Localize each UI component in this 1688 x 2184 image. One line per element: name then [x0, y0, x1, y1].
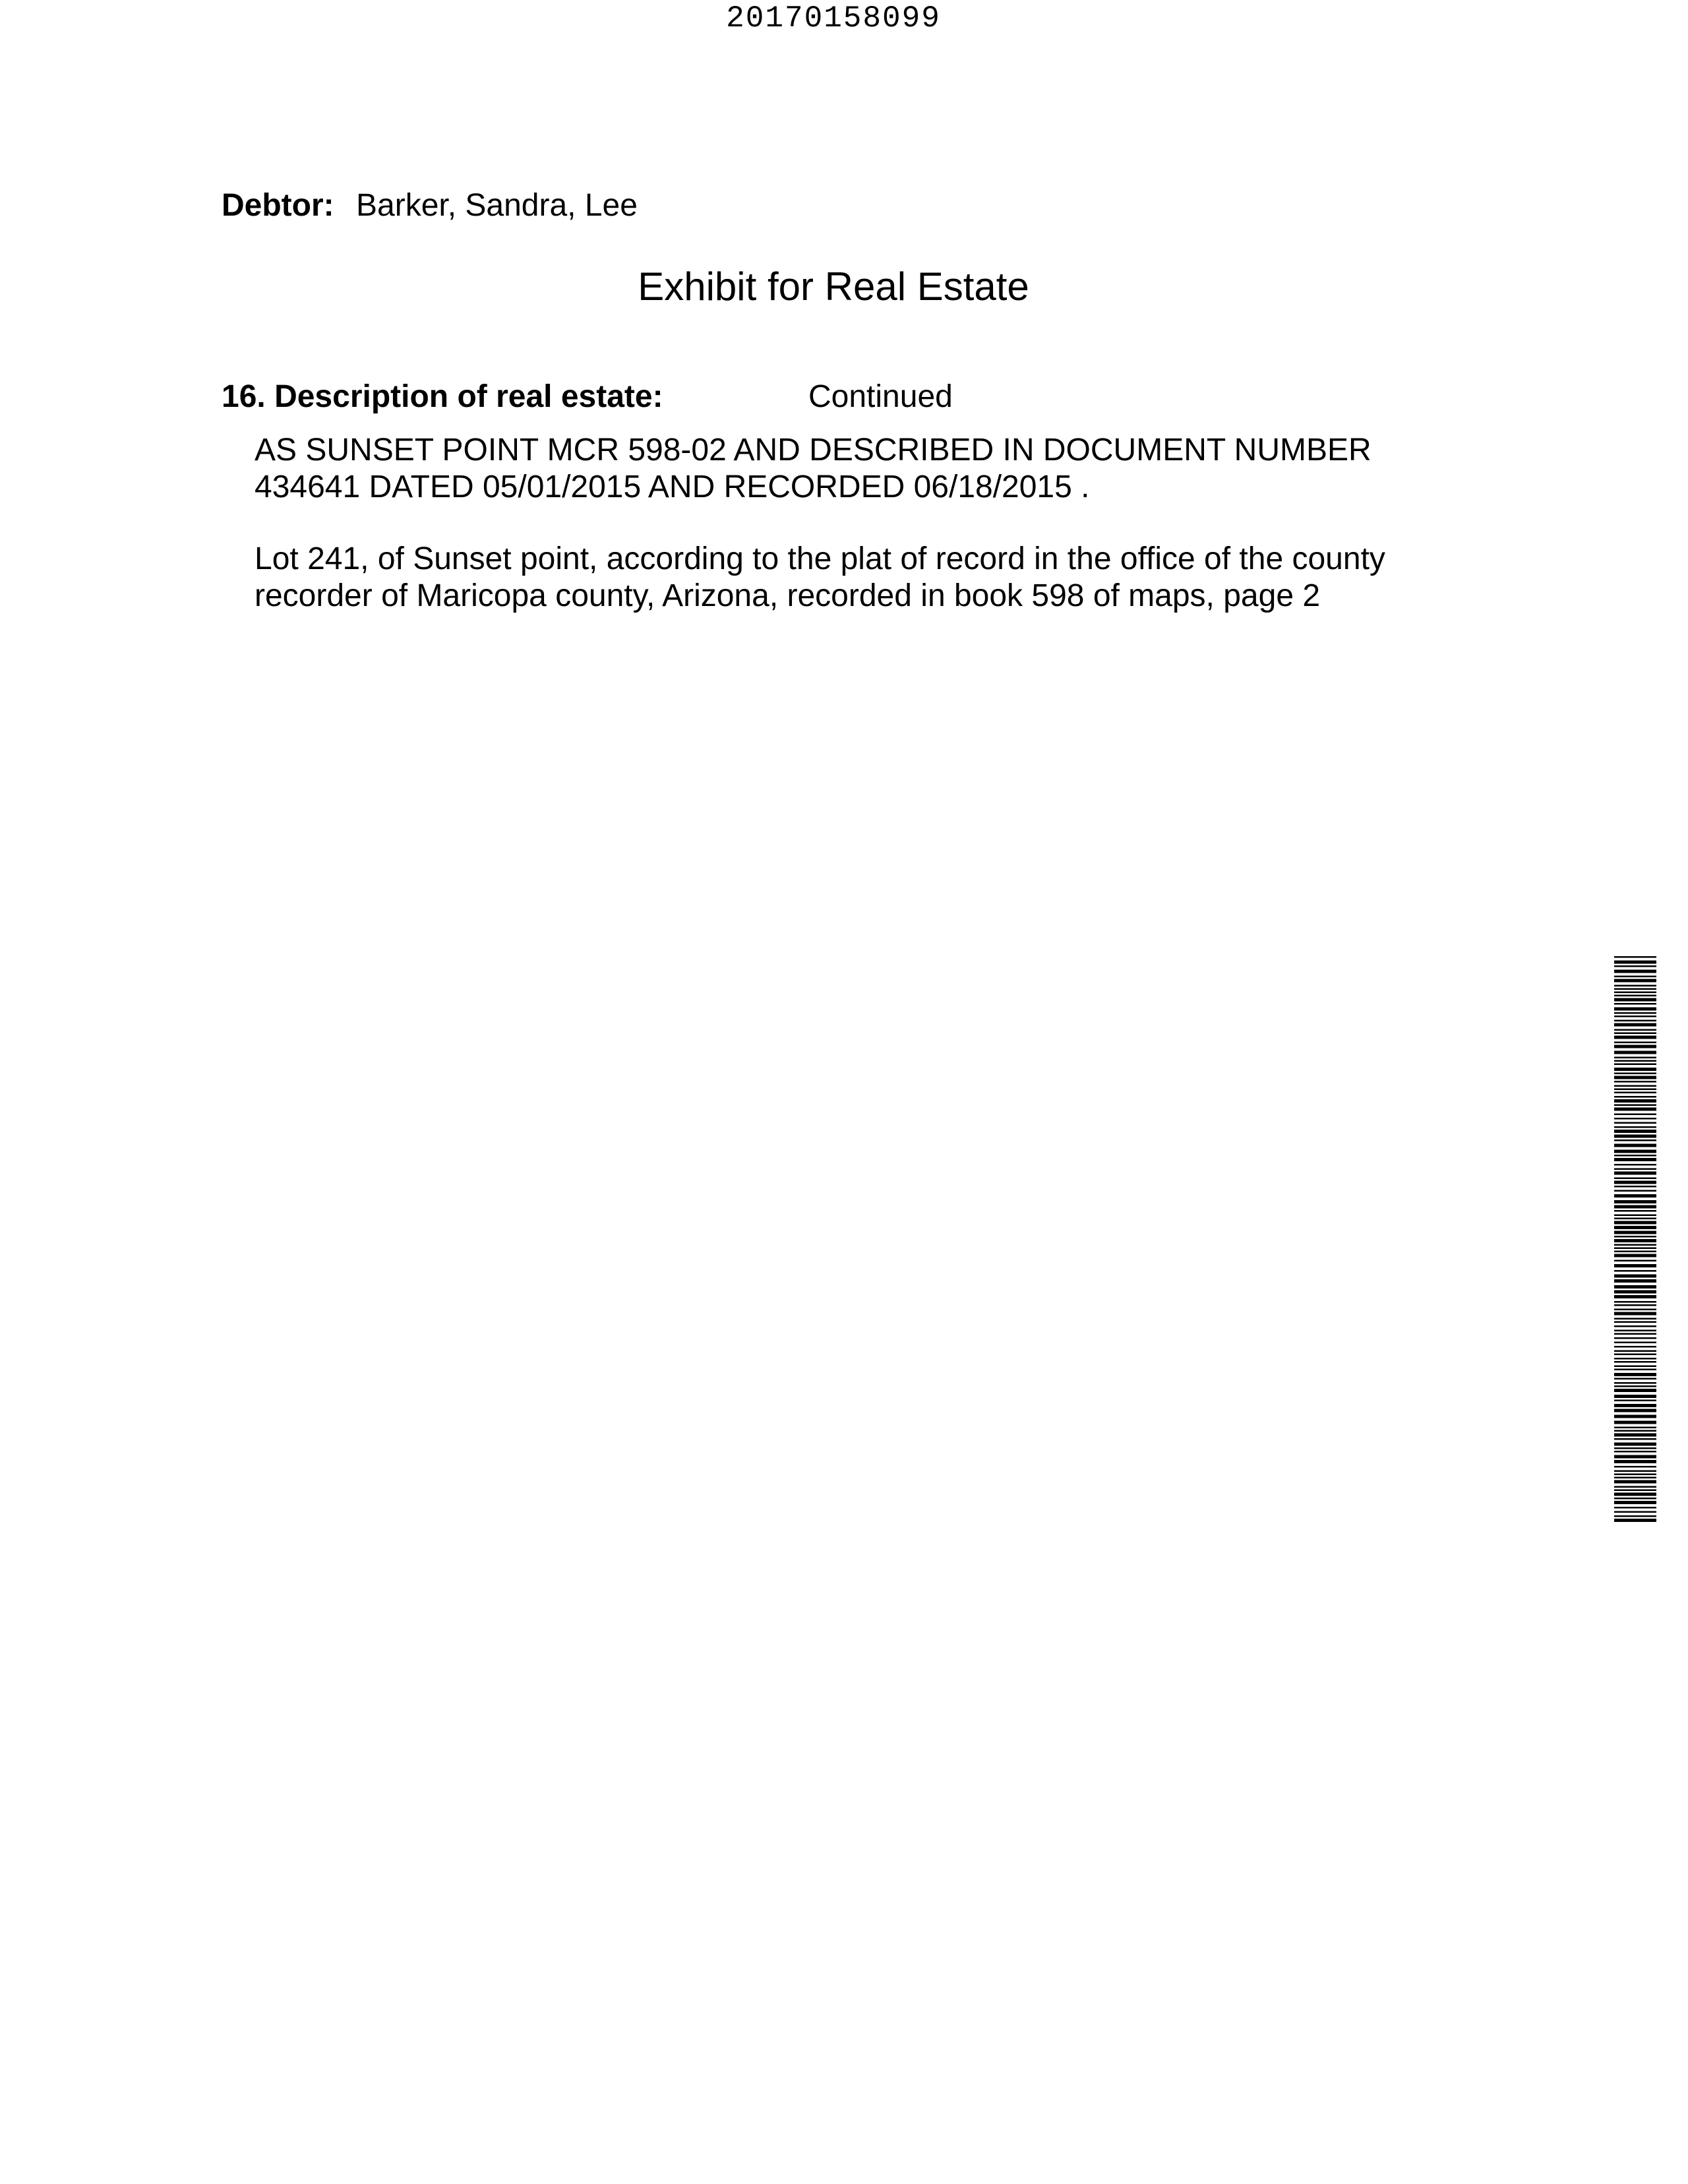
section-status: Continued: [808, 379, 953, 414]
description-paragraph: [255, 541, 1507, 615]
description-line: recorder of Maricopa county, Arizona, recorded in book 598 of maps, page 2: [255, 578, 1321, 613]
debtor-label: Debtor:: [222, 188, 334, 223]
description-line: 434641 DATED 05/01/2015 AND RECORDED 06/18/2015 .: [255, 470, 1090, 504]
debtor-line: [222, 187, 638, 224]
section-label: 16. Description of real estate:: [222, 379, 663, 414]
barcode: [1614, 956, 1656, 1523]
exhibit-title: Exhibit for Real Estate: [638, 264, 1029, 309]
section-heading: [222, 379, 953, 415]
debtor-name: Barker, Sandra, Lee: [356, 188, 638, 223]
description-line: Lot 241, of Sunset point, according to the plat of record in the office of the county: [255, 541, 1385, 576]
description-paragraph: [255, 432, 1507, 506]
document-number: 20170158099: [726, 1, 941, 36]
description-line: AS SUNSET POINT MCR 598-02 AND DESCRIBED IN DOCUMENT NUMBER: [255, 433, 1372, 468]
